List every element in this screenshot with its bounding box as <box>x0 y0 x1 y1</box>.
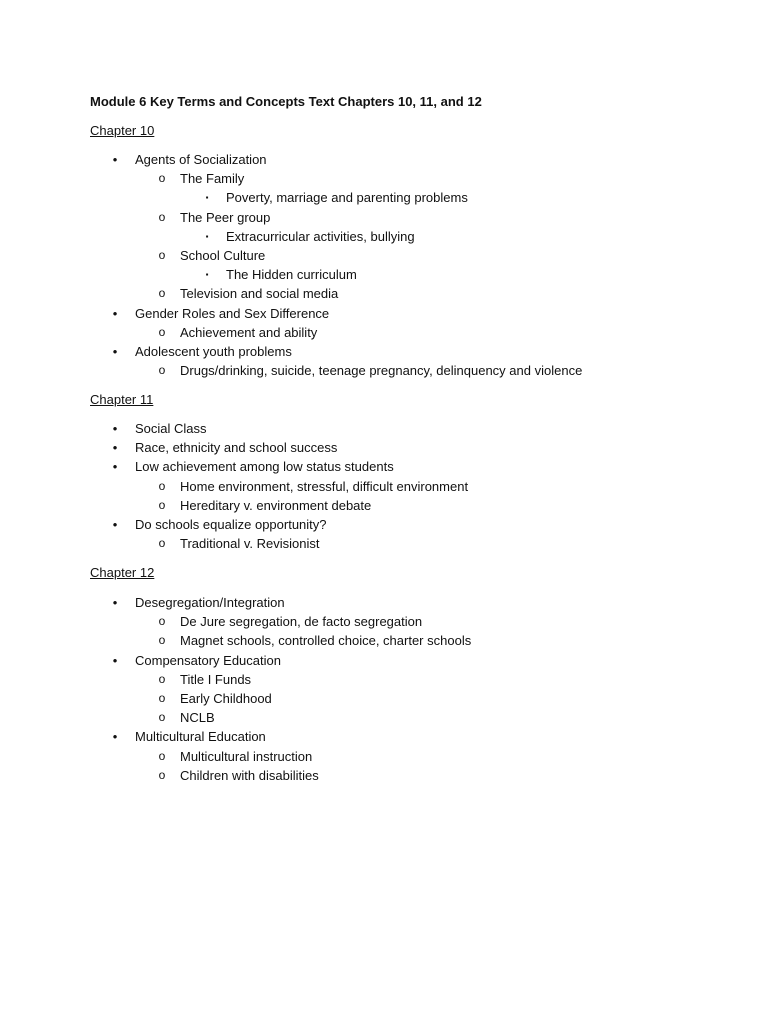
bullet-circle-icon: o <box>158 497 166 512</box>
list-item-text: School Culture <box>180 247 266 263</box>
list-item <box>0 612 768 631</box>
list-item <box>0 457 768 476</box>
list-item <box>0 188 768 207</box>
list-item <box>0 265 768 284</box>
bullet-disc-icon: • <box>112 343 118 359</box>
list-item <box>0 150 768 169</box>
bullet-circle-icon: o <box>158 247 166 262</box>
list-item <box>0 304 768 323</box>
chapter-heading: Chapter 12 <box>90 565 155 580</box>
list-item <box>0 496 768 515</box>
list-item-text: Early Childhood <box>180 690 272 706</box>
list-item <box>0 593 768 612</box>
bullet-disc-icon: • <box>112 440 118 456</box>
bullet-disc-icon: • <box>112 421 118 436</box>
bullet-disc-icon: • <box>112 305 118 321</box>
list-item <box>0 438 768 457</box>
list-item-text: Hereditary v. environment debate <box>180 497 372 513</box>
list-item-text: Gender Roles and Sex Difference <box>135 305 330 321</box>
list-item <box>0 419 768 438</box>
bullet-circle-icon: o <box>158 690 166 705</box>
bullet-square-icon: ▪ <box>205 193 209 203</box>
list-item-text: Title I Funds <box>180 671 252 687</box>
chapter-list <box>0 593 768 785</box>
bullet-disc-icon: • <box>112 459 118 475</box>
bullet-disc-icon: • <box>112 729 118 745</box>
list-item-text: Multicultural Education <box>135 729 266 745</box>
list-item <box>0 342 768 361</box>
list-item-text: Traditional v. Revisionist <box>180 536 320 552</box>
list-item <box>0 689 768 708</box>
list-item <box>0 323 768 342</box>
list-item-text: Multicultural instruction <box>180 748 313 764</box>
list-item-text: Race, ethnicity and school success <box>135 440 338 456</box>
list-item-text: Home environment, stressful, difficult environment <box>180 478 469 494</box>
list-item-text: The Hidden curriculum <box>226 267 357 283</box>
bullet-circle-icon: o <box>158 633 166 648</box>
list-item <box>0 670 768 689</box>
document-title: Module 6 Key Terms and Concepts Text Chapters 10, 11, and 12 <box>90 94 482 109</box>
bullet-disc-icon: • <box>112 595 118 610</box>
bullet-circle-icon: o <box>158 324 166 339</box>
bullet-circle-icon: o <box>158 286 166 301</box>
list-item <box>0 361 768 380</box>
list-item-text: Agents of Socialization <box>135 152 267 167</box>
list-item-text: Social Class <box>135 421 207 436</box>
bullet-disc-icon: • <box>112 516 118 532</box>
list-item <box>0 477 768 496</box>
list-item-text: NCLB <box>180 710 215 726</box>
list-item-text: Compensatory Education <box>135 652 281 668</box>
bullet-circle-icon: o <box>158 363 166 378</box>
chapter-heading: Chapter 10 <box>90 123 155 138</box>
bullet-circle-icon: o <box>158 767 166 782</box>
list-item-text: Extracurricular activities, bullying <box>226 228 415 244</box>
list-item-text: Desegregation/Integration <box>135 595 285 610</box>
list-item <box>0 169 768 188</box>
bullet-circle-icon: o <box>158 171 166 186</box>
list-item <box>0 708 768 727</box>
list-item-text: Low achievement among low status students <box>135 459 394 475</box>
bullet-circle-icon: o <box>158 536 166 551</box>
list-item-text: Achievement and ability <box>180 324 318 340</box>
bullet-circle-icon: o <box>158 614 166 629</box>
list-item <box>0 208 768 227</box>
list-item-text: Children with disabilities <box>180 767 319 783</box>
list-item <box>0 631 768 650</box>
list-item <box>0 766 768 785</box>
bullet-square-icon: ▪ <box>205 270 209 280</box>
chapter-heading: Chapter 11 <box>90 392 154 407</box>
list-item <box>0 246 768 265</box>
bullet-disc-icon: • <box>112 652 118 668</box>
list-item <box>0 515 768 534</box>
list-item-text: Adolescent youth problems <box>135 343 292 359</box>
list-item-text: Drugs/drinking, suicide, teenage pregnancy, delinquency and violence <box>180 363 583 379</box>
list-item <box>0 651 768 670</box>
bullet-square-icon: ▪ <box>205 231 209 241</box>
chapter-list <box>0 150 768 380</box>
list-item <box>0 747 768 766</box>
bullet-circle-icon: o <box>158 710 166 725</box>
bullet-disc-icon: • <box>112 152 118 167</box>
chapter-list <box>0 419 768 553</box>
list-item-text: De Jure segregation, de facto segregation <box>180 614 423 630</box>
bullet-circle-icon: o <box>158 209 166 224</box>
list-item-text: Poverty, marriage and parenting problems <box>226 190 468 206</box>
list-item-text: The Family <box>180 171 245 187</box>
list-item-text: The Peer group <box>180 209 271 225</box>
list-item <box>0 534 768 553</box>
list-item <box>0 284 768 303</box>
list-item-text: Magnet schools, controlled choice, charter schools <box>180 633 472 649</box>
bullet-circle-icon: o <box>158 478 166 493</box>
bullet-circle-icon: o <box>158 671 166 686</box>
bullet-circle-icon: o <box>158 748 166 763</box>
list-item <box>0 227 768 246</box>
list-item-text: Television and social media <box>180 286 339 302</box>
list-item <box>0 727 768 746</box>
list-item-text: Do schools equalize opportunity? <box>135 516 327 532</box>
